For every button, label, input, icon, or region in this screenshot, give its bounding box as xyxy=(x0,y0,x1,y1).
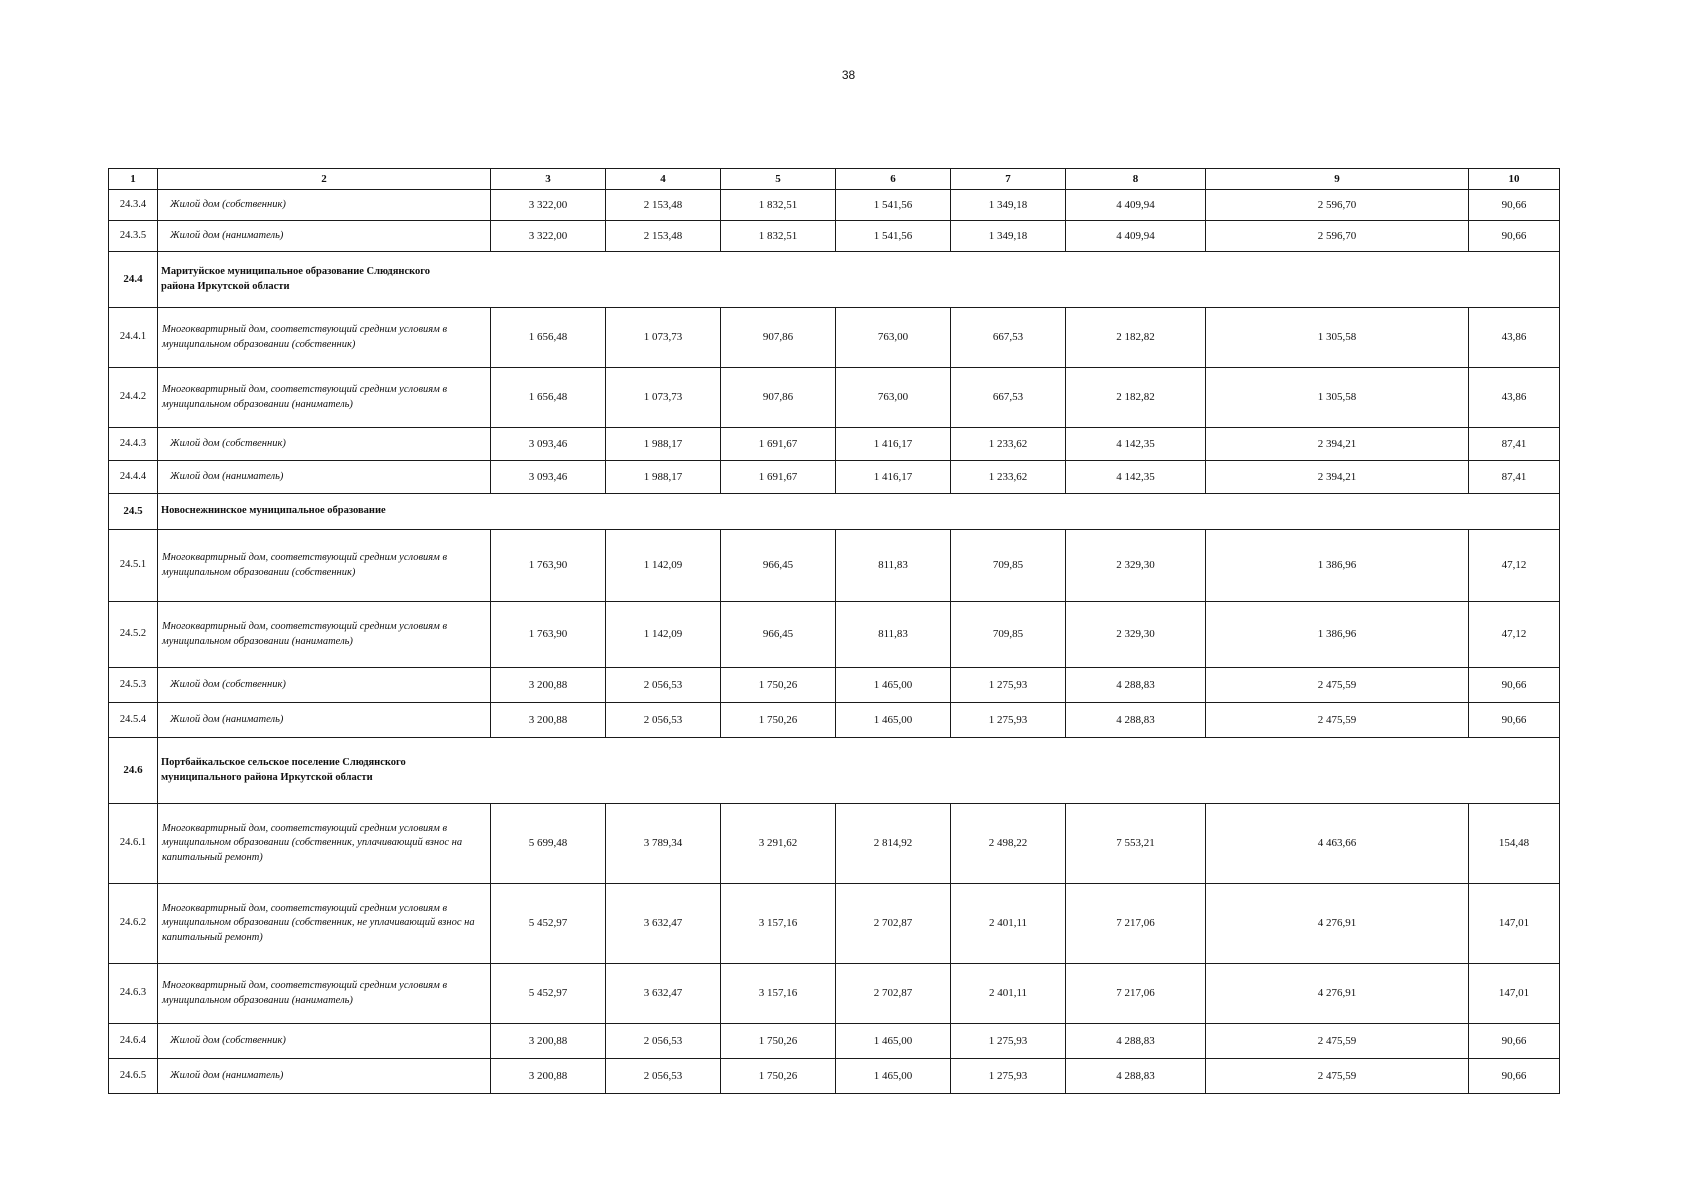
housing-type: Многоквартирный дом, соответствующий средним условиям в муниципальном образовании (наниматель) xyxy=(158,602,491,668)
row-number: 24.4.3 xyxy=(109,428,158,461)
value-cell: 1 656,48 xyxy=(491,308,606,368)
value-cell: 90,66 xyxy=(1469,221,1560,252)
section-number: 24.4 xyxy=(109,252,158,308)
housing-type: Многоквартирный дом, соответствующий средним условиям в муниципальном образовании (наниматель) xyxy=(158,964,491,1024)
value-cell: 1 275,93 xyxy=(951,1059,1066,1094)
column-header: 2 xyxy=(158,169,491,190)
value-cell: 3 632,47 xyxy=(606,884,721,964)
housing-type: Жилой дом (наниматель) xyxy=(158,703,491,738)
value-cell: 3 200,88 xyxy=(491,1024,606,1059)
row-number: 24.3.5 xyxy=(109,221,158,252)
value-cell: 1 073,73 xyxy=(606,368,721,428)
housing-type: Жилой дом (наниматель) xyxy=(158,1059,491,1094)
row-number: 24.5.4 xyxy=(109,703,158,738)
value-cell: 811,83 xyxy=(836,602,951,668)
value-cell: 2 394,21 xyxy=(1206,461,1469,494)
value-cell: 2 596,70 xyxy=(1206,190,1469,221)
value-cell: 1 691,67 xyxy=(721,461,836,494)
value-cell: 2 498,22 xyxy=(951,804,1066,884)
value-cell: 2 702,87 xyxy=(836,964,951,1024)
value-cell: 1 416,17 xyxy=(836,461,951,494)
value-cell: 1 465,00 xyxy=(836,1059,951,1094)
value-cell: 1 465,00 xyxy=(836,1024,951,1059)
value-cell: 1 763,90 xyxy=(491,530,606,602)
value-cell: 1 416,17 xyxy=(836,428,951,461)
value-cell: 763,00 xyxy=(836,308,951,368)
housing-type: Жилой дом (наниматель) xyxy=(158,221,491,252)
value-cell: 2 475,59 xyxy=(1206,668,1469,703)
value-cell: 709,85 xyxy=(951,530,1066,602)
value-cell: 90,66 xyxy=(1469,668,1560,703)
value-cell: 2 401,11 xyxy=(951,964,1066,1024)
value-cell: 2 182,82 xyxy=(1066,368,1206,428)
column-header: 1 xyxy=(109,169,158,190)
table-row xyxy=(109,221,1560,252)
value-cell: 907,86 xyxy=(721,308,836,368)
value-cell: 1 073,73 xyxy=(606,308,721,368)
table-row xyxy=(109,530,1560,602)
value-cell: 2 702,87 xyxy=(836,884,951,964)
value-cell: 4 288,83 xyxy=(1066,668,1206,703)
table-row xyxy=(109,668,1560,703)
value-cell: 1 349,18 xyxy=(951,190,1066,221)
table-row xyxy=(109,1024,1560,1059)
value-cell: 2 394,21 xyxy=(1206,428,1469,461)
value-cell: 667,53 xyxy=(951,368,1066,428)
value-cell: 1 142,09 xyxy=(606,602,721,668)
value-cell: 2 056,53 xyxy=(606,1024,721,1059)
housing-type: Многоквартирный дом, соответствующий средним условиям в муниципальном образовании (собственник) xyxy=(158,308,491,368)
value-cell: 4 409,94 xyxy=(1066,221,1206,252)
value-cell: 7 217,06 xyxy=(1066,964,1206,1024)
value-cell: 5 452,97 xyxy=(491,884,606,964)
table-row xyxy=(109,804,1560,884)
value-cell: 3 157,16 xyxy=(721,884,836,964)
value-cell: 2 056,53 xyxy=(606,1059,721,1094)
column-header: 4 xyxy=(606,169,721,190)
column-header: 9 xyxy=(1206,169,1469,190)
value-cell: 1 142,09 xyxy=(606,530,721,602)
value-cell: 811,83 xyxy=(836,530,951,602)
column-header: 8 xyxy=(1066,169,1206,190)
column-header: 6 xyxy=(836,169,951,190)
value-cell: 4 288,83 xyxy=(1066,1024,1206,1059)
value-cell: 4 409,94 xyxy=(1066,190,1206,221)
value-cell: 1 541,56 xyxy=(836,190,951,221)
table-row xyxy=(109,703,1560,738)
value-cell: 1 656,48 xyxy=(491,368,606,428)
value-cell: 3 322,00 xyxy=(491,221,606,252)
value-cell: 907,86 xyxy=(721,368,836,428)
section-row xyxy=(109,738,1560,804)
value-cell: 2 329,30 xyxy=(1066,602,1206,668)
row-number: 24.4.2 xyxy=(109,368,158,428)
value-cell: 1 275,93 xyxy=(951,668,1066,703)
value-cell: 47,12 xyxy=(1469,602,1560,668)
value-cell: 3 093,46 xyxy=(491,461,606,494)
value-cell: 5 699,48 xyxy=(491,804,606,884)
value-cell: 147,01 xyxy=(1469,884,1560,964)
value-cell: 90,66 xyxy=(1469,190,1560,221)
row-number: 24.5.1 xyxy=(109,530,158,602)
value-cell: 90,66 xyxy=(1469,1059,1560,1094)
housing-type: Жилой дом (собственник) xyxy=(158,428,491,461)
row-number: 24.4.4 xyxy=(109,461,158,494)
value-cell: 1 750,26 xyxy=(721,1024,836,1059)
value-cell: 966,45 xyxy=(721,530,836,602)
value-cell: 4 142,35 xyxy=(1066,428,1206,461)
value-cell: 90,66 xyxy=(1469,1024,1560,1059)
value-cell: 3 789,34 xyxy=(606,804,721,884)
section-title: Портбайкальское сельское поселение Слюдянского муниципального района Иркутской области xyxy=(161,757,406,783)
section-row xyxy=(109,494,1560,530)
row-number: 24.6.5 xyxy=(109,1059,158,1094)
value-cell: 154,48 xyxy=(1469,804,1560,884)
housing-type: Многоквартирный дом, соответствующий средним условиям в муниципальном образовании (наниматель) xyxy=(158,368,491,428)
table-row xyxy=(109,190,1560,221)
value-cell: 4 288,83 xyxy=(1066,703,1206,738)
row-number: 24.6.4 xyxy=(109,1024,158,1059)
value-cell: 2 056,53 xyxy=(606,668,721,703)
table-row xyxy=(109,428,1560,461)
value-cell: 7 553,21 xyxy=(1066,804,1206,884)
value-cell: 47,12 xyxy=(1469,530,1560,602)
value-cell: 2 329,30 xyxy=(1066,530,1206,602)
table-row xyxy=(109,1059,1560,1094)
value-cell: 2 056,53 xyxy=(606,703,721,738)
value-cell: 1 465,00 xyxy=(836,668,951,703)
table-row xyxy=(109,602,1560,668)
value-cell: 87,41 xyxy=(1469,461,1560,494)
value-cell: 90,66 xyxy=(1469,703,1560,738)
value-cell: 4 142,35 xyxy=(1066,461,1206,494)
value-cell: 2 475,59 xyxy=(1206,1024,1469,1059)
table-row xyxy=(109,461,1560,494)
table-row xyxy=(109,964,1560,1024)
housing-type: Многоквартирный дом, соответствующий средним условиям в муниципальном образовании (собственник, не уплачивающий взнос на капитальный ремонт) xyxy=(158,884,491,964)
section-number: 24.5 xyxy=(109,494,158,530)
value-cell: 1 832,51 xyxy=(721,190,836,221)
value-cell: 1 988,17 xyxy=(606,461,721,494)
value-cell: 4 276,91 xyxy=(1206,884,1469,964)
value-cell: 2 814,92 xyxy=(836,804,951,884)
value-cell: 87,41 xyxy=(1469,428,1560,461)
page-number: 38 xyxy=(841,68,856,82)
value-cell: 1 832,51 xyxy=(721,221,836,252)
value-cell: 2 153,48 xyxy=(606,190,721,221)
value-cell: 5 452,97 xyxy=(491,964,606,1024)
value-cell: 2 475,59 xyxy=(1206,1059,1469,1094)
value-cell: 3 200,88 xyxy=(491,668,606,703)
tariff-table xyxy=(108,168,1560,1094)
value-cell: 1 305,58 xyxy=(1206,308,1469,368)
value-cell: 2 153,48 xyxy=(606,221,721,252)
value-cell: 1 988,17 xyxy=(606,428,721,461)
value-cell: 1 763,90 xyxy=(491,602,606,668)
value-cell: 3 200,88 xyxy=(491,1059,606,1094)
value-cell: 1 465,00 xyxy=(836,703,951,738)
section-title: Новоснежнинское муниципальное образование xyxy=(161,505,386,517)
value-cell: 1 275,93 xyxy=(951,703,1066,738)
value-cell: 2 401,11 xyxy=(951,884,1066,964)
value-cell: 1 275,93 xyxy=(951,1024,1066,1059)
value-cell: 2 596,70 xyxy=(1206,221,1469,252)
value-cell: 3 200,88 xyxy=(491,703,606,738)
column-header: 3 xyxy=(491,169,606,190)
value-cell: 2 182,82 xyxy=(1066,308,1206,368)
value-cell: 763,00 xyxy=(836,368,951,428)
section-number: 24.6 xyxy=(109,738,158,804)
value-cell: 1 386,96 xyxy=(1206,530,1469,602)
housing-type: Жилой дом (собственник) xyxy=(158,1024,491,1059)
value-cell: 3 291,62 xyxy=(721,804,836,884)
value-cell: 1 541,56 xyxy=(836,221,951,252)
value-cell: 667,53 xyxy=(951,308,1066,368)
value-cell: 3 322,00 xyxy=(491,190,606,221)
row-number: 24.4.1 xyxy=(109,308,158,368)
table-row xyxy=(109,884,1560,964)
row-number: 24.5.2 xyxy=(109,602,158,668)
value-cell: 4 288,83 xyxy=(1066,1059,1206,1094)
column-header: 10 xyxy=(1469,169,1560,190)
value-cell: 1 233,62 xyxy=(951,461,1066,494)
value-cell: 1 305,58 xyxy=(1206,368,1469,428)
value-cell: 1 750,26 xyxy=(721,668,836,703)
value-cell: 709,85 xyxy=(951,602,1066,668)
column-header: 7 xyxy=(951,169,1066,190)
table-body xyxy=(109,169,1560,1094)
row-number: 24.6.1 xyxy=(109,804,158,884)
housing-type: Многоквартирный дом, соответствующий средним условиям в муниципальном образовании (собственник, уплачивающий взнос на капитальный ремонт) xyxy=(158,804,491,884)
value-cell: 1 691,67 xyxy=(721,428,836,461)
column-header: 5 xyxy=(721,169,836,190)
row-number: 24.3.4 xyxy=(109,190,158,221)
value-cell: 4 276,91 xyxy=(1206,964,1469,1024)
value-cell: 1 750,26 xyxy=(721,703,836,738)
housing-type: Жилой дом (собственник) xyxy=(158,190,491,221)
value-cell: 7 217,06 xyxy=(1066,884,1206,964)
value-cell: 43,86 xyxy=(1469,368,1560,428)
value-cell: 3 157,16 xyxy=(721,964,836,1024)
value-cell: 3 093,46 xyxy=(491,428,606,461)
value-cell: 4 463,66 xyxy=(1206,804,1469,884)
value-cell: 966,45 xyxy=(721,602,836,668)
section-row xyxy=(109,252,1560,308)
value-cell: 1 349,18 xyxy=(951,221,1066,252)
value-cell: 43,86 xyxy=(1469,308,1560,368)
value-cell: 2 475,59 xyxy=(1206,703,1469,738)
value-cell: 147,01 xyxy=(1469,964,1560,1024)
housing-type: Жилой дом (собственник) xyxy=(158,668,491,703)
row-number: 24.6.2 xyxy=(109,884,158,964)
value-cell: 3 632,47 xyxy=(606,964,721,1024)
table-row xyxy=(109,308,1560,368)
table-row xyxy=(109,368,1560,428)
value-cell: 1 386,96 xyxy=(1206,602,1469,668)
section-title: Маритуйское муниципальное образование Слюдянского района Иркутской области xyxy=(161,266,431,292)
header-row xyxy=(109,169,1560,190)
housing-type: Многоквартирный дом, соответствующий средним условиям в муниципальном образовании (собственник) xyxy=(158,530,491,602)
row-number: 24.6.3 xyxy=(109,964,158,1024)
value-cell: 1 233,62 xyxy=(951,428,1066,461)
housing-type: Жилой дом (наниматель) xyxy=(158,461,491,494)
row-number: 24.5.3 xyxy=(109,668,158,703)
value-cell: 1 750,26 xyxy=(721,1059,836,1094)
